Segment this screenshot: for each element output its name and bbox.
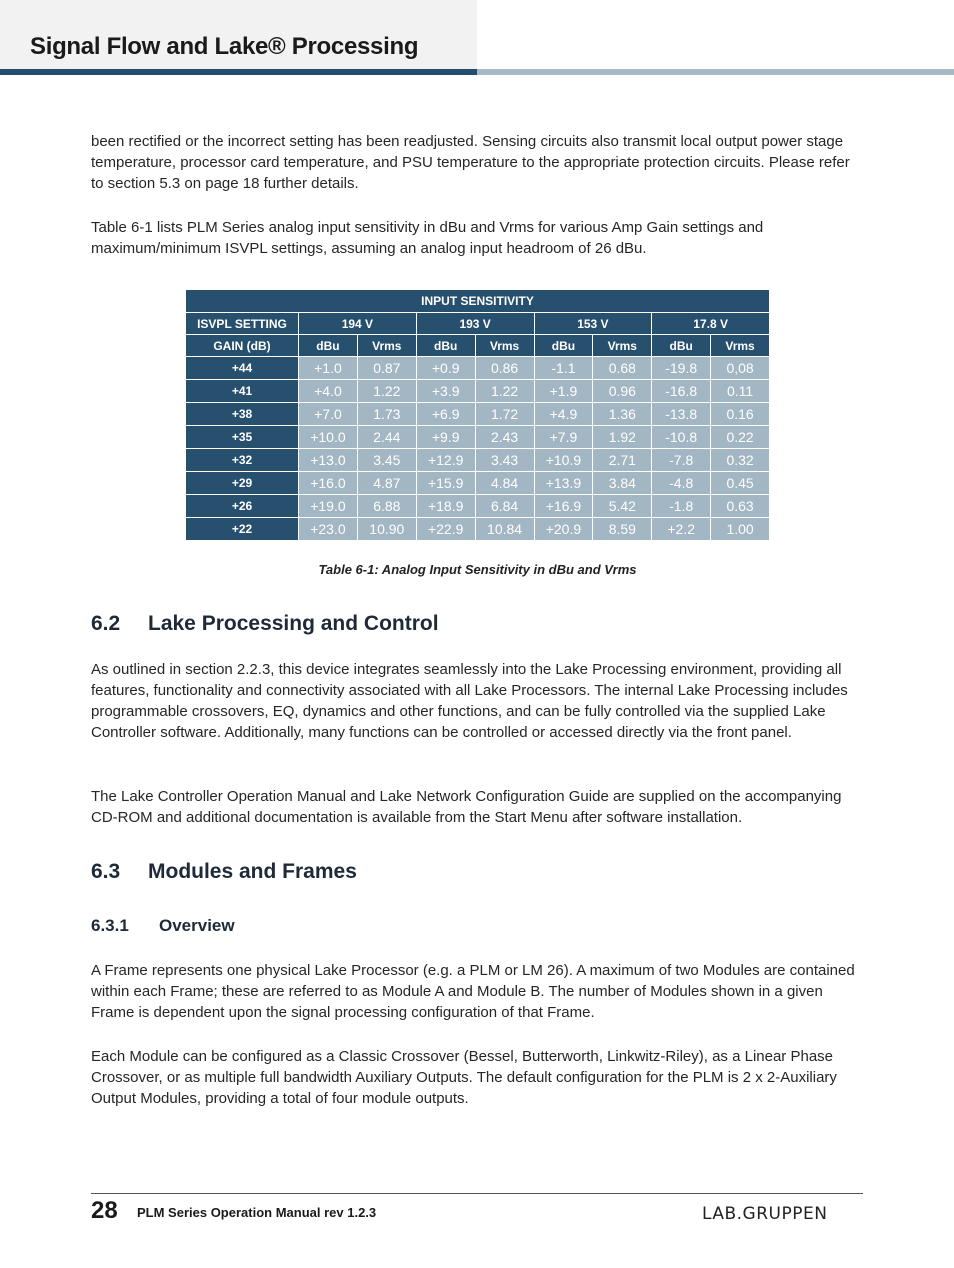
dbu-value-cell: +7.9 xyxy=(534,426,593,449)
dbu-value-cell: +4.0 xyxy=(299,380,358,403)
subsection-heading-6-3-1 xyxy=(91,916,235,936)
table-body xyxy=(186,357,770,541)
brand-logo-text: LAB.GRUPPEN xyxy=(702,1204,828,1223)
vrms-value-cell: 0.16 xyxy=(711,403,770,426)
dbu-value-cell: +9.9 xyxy=(416,426,475,449)
voltage-header: 193 V xyxy=(416,313,534,335)
unit-vrms-header: Vrms xyxy=(711,335,770,357)
vrms-value-cell: 1.73 xyxy=(357,403,416,426)
unit-dbu-header: dBu xyxy=(299,335,358,357)
vrms-value-cell: 8.59 xyxy=(593,518,652,541)
dbu-value-cell: +6.9 xyxy=(416,403,475,426)
table-title: INPUT SENSITIVITY xyxy=(186,290,770,313)
vrms-value-cell: 0,08 xyxy=(711,357,770,380)
vrms-value-cell: 0.45 xyxy=(711,472,770,495)
manual-title: PLM Series Operation Manual rev 1.2.3 xyxy=(137,1205,377,1220)
section-6-2-paragraph-2: The Lake Controller Operation Manual and Lake Network Configuration Guide are supplied on the accompanying CD-ROM and additional documentation is available from the Start Menu after software installation. xyxy=(91,788,842,826)
vrms-value-cell: 0.96 xyxy=(593,380,652,403)
vrms-value-cell: 1.22 xyxy=(475,380,534,403)
dbu-value-cell: +23.0 xyxy=(299,518,358,541)
isvpl-header-row xyxy=(186,313,770,335)
gain-cell: +26 xyxy=(186,495,299,518)
unit-header-row xyxy=(186,335,770,357)
section-title: Modules and Frames xyxy=(148,860,357,883)
voltage-header: 153 V xyxy=(534,313,652,335)
subsection-title: Overview xyxy=(159,916,235,935)
intro-paragraph: been rectified or the incorrect setting has been readjusted. Sensing circuits also transmit local output power stage temperature, processor card temperature, and PSU temperature to the appropriate protection circuits. Please refer to section 5.3 on page 18 further details. xyxy=(91,133,850,192)
dbu-value-cell: +0.9 xyxy=(416,357,475,380)
dbu-value-cell: +13.9 xyxy=(534,472,593,495)
lab-gruppen-logo xyxy=(702,1203,864,1223)
vrms-value-cell: 3.43 xyxy=(475,449,534,472)
table-row xyxy=(186,403,770,426)
vrms-value-cell: 6.84 xyxy=(475,495,534,518)
dbu-value-cell: +4.9 xyxy=(534,403,593,426)
dbu-value-cell: +16.0 xyxy=(299,472,358,495)
subsection-number: 6.3.1 xyxy=(91,916,129,935)
vrms-value-cell: 1.36 xyxy=(593,403,652,426)
unit-vrms-header: Vrms xyxy=(357,335,416,357)
header-rule-dark xyxy=(0,69,477,75)
header-rule-light xyxy=(477,69,954,75)
input-sensitivity-table xyxy=(185,289,770,541)
table-row xyxy=(186,380,770,403)
vrms-value-cell: 4.87 xyxy=(357,472,416,495)
dbu-value-cell: -4.8 xyxy=(652,472,711,495)
dbu-value-cell: -1.1 xyxy=(534,357,593,380)
gain-cell: +35 xyxy=(186,426,299,449)
table-row xyxy=(186,357,770,380)
footer-rule xyxy=(91,1193,863,1194)
vrms-value-cell: 2.43 xyxy=(475,426,534,449)
dbu-value-cell: -16.8 xyxy=(652,380,711,403)
table-title-row xyxy=(186,290,770,313)
table-row xyxy=(186,426,770,449)
dbu-value-cell: +3.9 xyxy=(416,380,475,403)
vrms-value-cell: 1.72 xyxy=(475,403,534,426)
dbu-value-cell: +7.0 xyxy=(299,403,358,426)
vrms-value-cell: 5.42 xyxy=(593,495,652,518)
vrms-value-cell: 4.84 xyxy=(475,472,534,495)
dbu-value-cell: -1.8 xyxy=(652,495,711,518)
dbu-value-cell: -7.8 xyxy=(652,449,711,472)
gain-cell: +32 xyxy=(186,449,299,472)
voltage-header: 17.8 V xyxy=(652,313,770,335)
vrms-value-cell: 2.71 xyxy=(593,449,652,472)
dbu-value-cell: -13.8 xyxy=(652,403,711,426)
vrms-value-cell: 0.87 xyxy=(357,357,416,380)
unit-dbu-header: dBu xyxy=(652,335,711,357)
dbu-value-cell: +15.9 xyxy=(416,472,475,495)
table-intro-paragraph: Table 6-1 lists PLM Series analog input sensitivity in dBu and Vrms for various Amp Gain settings and maximum/minimum ISVPL settings, assuming an analog input headroom of 26 dBu. xyxy=(91,219,764,257)
dbu-value-cell: +1.0 xyxy=(299,357,358,380)
dbu-value-cell: +10.9 xyxy=(534,449,593,472)
gain-cell: +22 xyxy=(186,518,299,541)
vrms-value-cell: 6.88 xyxy=(357,495,416,518)
dbu-value-cell: +22.9 xyxy=(416,518,475,541)
gain-cell: +29 xyxy=(186,472,299,495)
dbu-value-cell: +19.0 xyxy=(299,495,358,518)
dbu-value-cell: +20.9 xyxy=(534,518,593,541)
dbu-value-cell: +18.9 xyxy=(416,495,475,518)
unit-dbu-header: dBu xyxy=(416,335,475,357)
dbu-value-cell: +2.2 xyxy=(652,518,711,541)
unit-vrms-header: Vrms xyxy=(475,335,534,357)
table-row xyxy=(186,495,770,518)
dbu-value-cell: +1.9 xyxy=(534,380,593,403)
gain-cell: +41 xyxy=(186,380,299,403)
table-caption: Table 6-1: Analog Input Sensitivity in dBu and Vrms xyxy=(318,562,637,577)
vrms-value-cell: 0.32 xyxy=(711,449,770,472)
unit-dbu-header: dBu xyxy=(534,335,593,357)
vrms-value-cell: 1.22 xyxy=(357,380,416,403)
section-number: 6.3 xyxy=(91,860,121,883)
gain-label: GAIN (dB) xyxy=(186,335,299,357)
section-heading-6-3 xyxy=(91,860,357,884)
section-heading-6-2 xyxy=(91,612,439,636)
gain-cell: +38 xyxy=(186,403,299,426)
isvpl-setting-label: ISVPL SETTING xyxy=(186,313,299,335)
overview-paragraph-1: A Frame represents one physical Lake Processor (e.g. a PLM or LM 26). A maximum of two Modules are contained within each Frame; these are referred to as Module A and Module B. The number of Modules shown in a given Frame is dependent upon the signal processing configuration of that Frame. xyxy=(91,962,855,1021)
dbu-value-cell: +10.0 xyxy=(299,426,358,449)
dbu-value-cell: -10.8 xyxy=(652,426,711,449)
table-row xyxy=(186,518,770,541)
vrms-value-cell: 3.84 xyxy=(593,472,652,495)
dbu-value-cell: +12.9 xyxy=(416,449,475,472)
vrms-value-cell: 1.92 xyxy=(593,426,652,449)
dbu-value-cell: -19.8 xyxy=(652,357,711,380)
table-row xyxy=(186,472,770,495)
vrms-value-cell: 0.22 xyxy=(711,426,770,449)
section-title: Lake Processing and Control xyxy=(148,612,439,635)
section-6-2-paragraph-1: As outlined in section 2.2.3, this device integrates seamlessly into the Lake Processing environment, providing all features, functionality and connectivity associated with all Lake Processors. The internal Lake Processing includes programmable crossovers, EQ, dynamics and other functions, and can be fully controlled via the supplied Lake Controller software. Additionally, many functions can be controlled or accessed directly via the front panel. xyxy=(91,661,848,741)
vrms-value-cell: 0.68 xyxy=(593,357,652,380)
dbu-value-cell: +13.0 xyxy=(299,449,358,472)
unit-vrms-header: Vrms xyxy=(593,335,652,357)
vrms-value-cell: 10.84 xyxy=(475,518,534,541)
page-number: 28 xyxy=(91,1197,118,1224)
table-row xyxy=(186,449,770,472)
gain-cell: +44 xyxy=(186,357,299,380)
vrms-value-cell: 2.44 xyxy=(357,426,416,449)
overview-paragraph-2: Each Module can be configured as a Classic Crossover (Bessel, Butterworth, Linkwitz-Riley), as a Linear Phase Crossover, or as multiple full bandwidth Auxiliary Outputs. The default configuration for the PLM is 2 x 2-Auxiliary Output Modules, providing a total of four module outputs. xyxy=(91,1048,837,1107)
vrms-value-cell: 10.90 xyxy=(357,518,416,541)
voltage-header: 194 V xyxy=(299,313,417,335)
vrms-value-cell: 0.63 xyxy=(711,495,770,518)
vrms-value-cell: 3.45 xyxy=(357,449,416,472)
vrms-value-cell: 1.00 xyxy=(711,518,770,541)
vrms-value-cell: 0.86 xyxy=(475,357,534,380)
vrms-value-cell: 0.11 xyxy=(711,380,770,403)
page-header-title: Signal Flow and Lake® Processing xyxy=(30,33,419,60)
section-number: 6.2 xyxy=(91,612,121,635)
dbu-value-cell: +16.9 xyxy=(534,495,593,518)
